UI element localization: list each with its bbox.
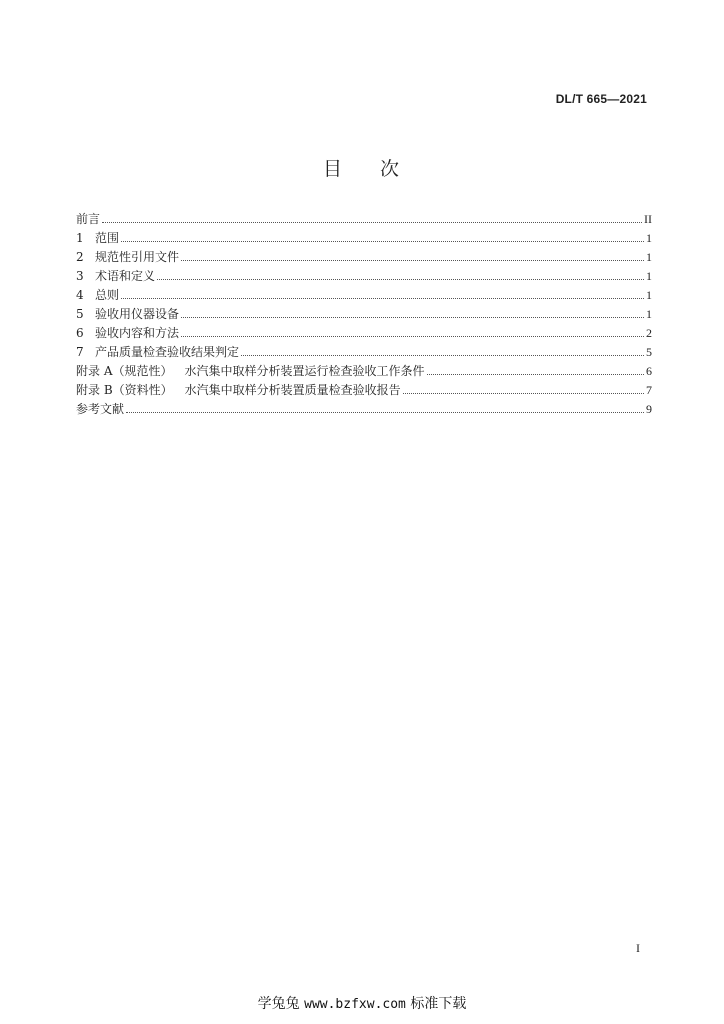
toc-entry-page: 5 (646, 345, 652, 359)
toc-entry[interactable] (76, 229, 652, 248)
toc-entry-page: 7 (646, 383, 652, 397)
toc-leader-dots (121, 297, 644, 299)
toc-entry-label: 附录 A（规范性） 水汽集中取样分析装置运行检查验收工作条件 (76, 364, 425, 378)
toc-entry[interactable] (76, 343, 652, 362)
toc-leader-dots (181, 316, 644, 318)
toc-entry[interactable] (76, 400, 652, 419)
toc-entry-page: 1 (646, 307, 652, 321)
toc-leader-dots (157, 278, 644, 280)
toc-title (0, 154, 724, 181)
toc-entry[interactable] (76, 324, 652, 343)
toc-entry[interactable] (76, 286, 652, 305)
toc-entry-number: 4 (76, 288, 84, 302)
toc-entry-page: 2 (646, 326, 652, 340)
toc-entry-page: 1 (646, 231, 652, 245)
toc-entry-number: 5 (76, 307, 84, 321)
toc-entry-page: 9 (646, 402, 652, 416)
toc-entry-page: 1 (646, 269, 652, 283)
toc-entry[interactable] (76, 305, 652, 324)
toc-entry-label: 4 总则 (76, 286, 119, 305)
toc-entry-page: 6 (646, 364, 652, 378)
toc-entry[interactable] (76, 267, 652, 286)
toc-leader-dots (121, 240, 644, 242)
standard-code: DL/T 665—2021 (555, 92, 647, 106)
toc-entry-number: 7 (76, 345, 84, 359)
toc-leader-dots (403, 392, 644, 394)
toc-leader-dots (427, 373, 645, 375)
toc-entry-label: 附录 B（资料性） 水汽集中取样分析装置质量检查验收报告 (76, 383, 401, 397)
toc-entry-number: 1 (76, 231, 84, 245)
toc-entry-appendix[interactable] (76, 362, 652, 381)
toc-entry-label: 前言 (76, 212, 101, 226)
toc-entry-subtitle: 水汽集中取样分析装置运行检查验收工作条件 (184, 364, 425, 378)
table-of-contents (76, 210, 652, 419)
footer-url: www.bzfxw.com (304, 997, 406, 1012)
toc-entry-appendix[interactable] (76, 381, 652, 400)
toc-leader-dots (102, 221, 642, 223)
toc-entry-page: 1 (646, 250, 652, 264)
toc-entry-label: 3 术语和定义 (76, 267, 155, 286)
page-number: I (636, 941, 640, 955)
toc-leader-dots (181, 259, 644, 261)
toc-entry[interactable] (76, 248, 652, 267)
toc-leader-dots (181, 335, 644, 337)
toc-entry-label: 参考文献 (76, 402, 125, 416)
toc-entry-page: II (644, 212, 652, 226)
toc-entry-label: 7 产品质量检查验收结果判定 (76, 343, 239, 362)
toc-title-part2: 次 (380, 158, 402, 180)
toc-entry-number: 3 (76, 269, 84, 283)
toc-leader-dots (241, 354, 644, 356)
toc-entry-label: 1 范围 (76, 229, 119, 248)
toc-title-part1: 目 (322, 158, 344, 180)
footer-tagline: 标准下载 (410, 996, 467, 1012)
toc-entry-label: 5 验收用仪器设备 (76, 305, 179, 324)
toc-entry-page: 1 (646, 288, 652, 302)
toc-entry[interactable] (76, 210, 652, 229)
toc-entry-label: 6 验收内容和方法 (76, 324, 179, 343)
footer-site-name: 学兔兔 (257, 996, 300, 1012)
toc-entry-subtitle: 水汽集中取样分析装置质量检查验收报告 (184, 383, 401, 397)
toc-entry-label: 2 规范性引用文件 (76, 248, 179, 267)
toc-entry-number: 6 (76, 326, 84, 340)
toc-entry-number: 2 (76, 250, 84, 264)
toc-leader-dots (126, 411, 644, 413)
footer-watermark (0, 993, 724, 1013)
